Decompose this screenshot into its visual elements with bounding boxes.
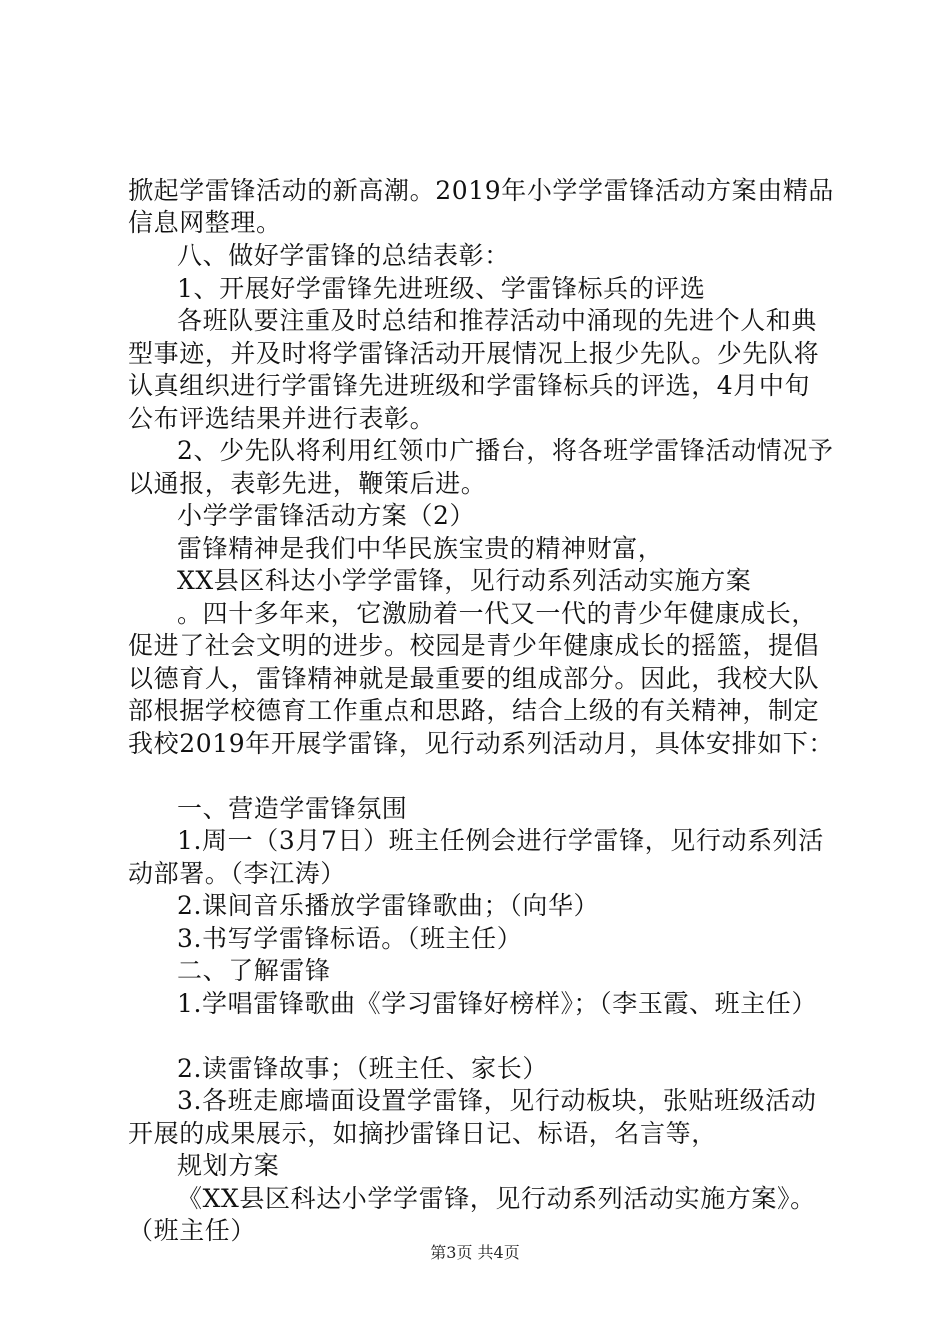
text-line: 。四十多年来，它激励着一代又一代的青少年健康成长， (177, 599, 818, 628)
section-heading: 八、做好学雷锋的总结表彰： (177, 241, 510, 270)
page-footer: 第3页 共4页 (430, 1243, 520, 1262)
text-line: 动部署。（李江涛） (128, 859, 346, 888)
text-line: 信息网整理。 (128, 208, 282, 237)
section-heading: 二、了解雷锋 (177, 956, 331, 985)
text-line: 以德育人，雷锋精神就是最重要的组成部分。因此，我校大队 (128, 664, 820, 693)
text-line: 部根据学校德育工作重点和思路，结合上级的有关精神，制定 (128, 696, 820, 725)
text-line: 3.各班走廊墙面设置学雷锋，见行动板块，张贴班级活动 (177, 1086, 817, 1115)
text-line: 各班队要注重及时总结和推荐活动中涌现的先进个人和典 (177, 306, 818, 335)
text-line: 2.读雷锋故事；（班主任、家长） (177, 1054, 548, 1083)
text-line: 促进了社会文明的进步。校园是青少年健康成长的摇篮，提倡 (128, 631, 820, 660)
text-line: 规划方案 (177, 1151, 280, 1180)
text-line: 2.课间音乐播放学雷锋歌曲；（向华） (177, 891, 600, 920)
text-line: 掀起学雷锋活动的新高潮。2019年小学学雷锋活动方案由精品 (128, 176, 835, 205)
document-subtitle: 小学学雷锋活动方案（2） (177, 501, 476, 530)
text-line: 我校2019年开展学雷锋，见行动系列活动月，具体安排如下： (128, 729, 835, 758)
text-line: 1、开展好学雷锋先进班级、学雷锋标兵的评选 (177, 274, 706, 303)
text-line: 以通报，表彰先进，鞭策后进。 (128, 469, 487, 498)
text-line: 雷锋精神是我们中华民族宝贵的精神财富， (177, 534, 664, 563)
text-line: 《XX县区科达小学学雷锋，见行动系列活动实施方案》。 (177, 1184, 816, 1213)
text-line: 认真组织进行学雷锋先进班级和学雷锋标兵的评选，4月中旬 (128, 371, 811, 400)
text-line: 公布评选结果并进行表彰。 (128, 404, 436, 433)
text-line: 2、少先队将利用红领巾广播台，将各班学雷锋活动情况予 (177, 436, 834, 465)
text-line: 开展的成果展示，如摘抄雷锋日记、标语，名言等， (128, 1119, 717, 1148)
text-line: 1.周一（3月7日）班主任例会进行学雷锋，见行动系列活 (177, 826, 824, 855)
text-line: （班主任） (128, 1216, 257, 1245)
text-line: 1.学唱雷锋歌曲《学习雷锋好榜样》；（李玉霞、班主任） (177, 989, 818, 1018)
text-line: 型事迹，并及时将学雷锋活动开展情况上报少先队。少先队将 (128, 339, 820, 368)
text-line: 3.书写学雷锋标语。（班主任） (177, 924, 523, 953)
section-heading: 一、营造学雷锋氛围 (177, 794, 408, 823)
text-line: XX县区科达小学学雷锋，见行动系列活动实施方案 (177, 566, 752, 595)
